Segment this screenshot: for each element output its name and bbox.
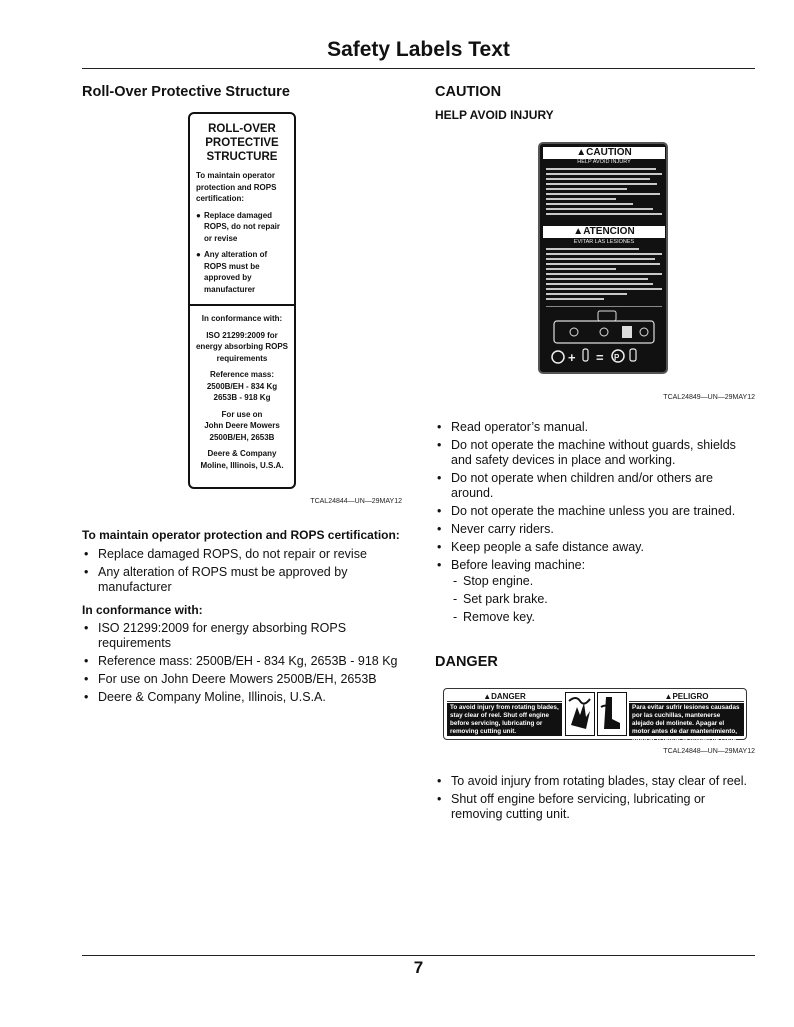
danger-heading: DANGER xyxy=(435,654,498,670)
rops-label-bullet: ● Replace damaged ROPS, do not repair or revise xyxy=(196,210,288,245)
list-item: • ISO 21299:2009 for energy absorbing ROPS requirements xyxy=(82,621,412,651)
caution-list xyxy=(435,420,757,628)
caution-safety-decal xyxy=(538,142,668,374)
rops-label-mass-1: 2500B/EH - 834 Kg xyxy=(206,381,278,391)
list-item: • Read operator’s manual. xyxy=(435,420,757,435)
rotating-blade-foot-icon xyxy=(597,692,627,736)
rops-label-conformance: In conformance with: xyxy=(201,314,283,323)
sublist-item: - Stop engine. xyxy=(451,574,757,589)
list-item: • Keep people a safe distance away. xyxy=(435,540,757,555)
rops-label-title-line: STRUCTURE xyxy=(206,151,278,163)
decal-icon-panel xyxy=(546,306,662,369)
footer-divider xyxy=(82,955,755,956)
list-item: • Never carry riders. xyxy=(435,522,757,537)
danger-list xyxy=(435,774,757,825)
rops-label-caption: TCAL24844—UN—29MAY12 xyxy=(310,498,402,505)
decal-english-text xyxy=(546,168,662,218)
list-item: • Shut off engine before servicing, lubricating or removing cutting unit. xyxy=(435,792,757,822)
sublist-item: - Remove key. xyxy=(451,610,757,625)
rops-label-bottom-panel xyxy=(190,309,294,476)
decal-spanish-text xyxy=(546,248,662,303)
rops-label-company: Deere & Company xyxy=(207,449,277,458)
list-item: • Deere & Company Moline, Illinois, U.S.A. xyxy=(82,690,412,705)
rops-label-mass-2: 2653B - 918 Kg xyxy=(213,393,271,402)
list-item: • Any alteration of ROPS must be approved by manufacturer xyxy=(82,565,412,595)
rops-subheading-conformance: In conformance with: xyxy=(82,603,203,617)
decal-caution-title: ▲CAUTION xyxy=(543,147,665,159)
before-leaving-sublist xyxy=(451,574,757,625)
rops-text-block xyxy=(82,528,412,708)
sublist-item: - Set park brake. xyxy=(451,592,757,607)
list-item: • Do not operate the machine without guards, shields and safety devices in place and working. xyxy=(435,438,757,468)
rops-label-mass-heading: Reference mass: xyxy=(209,370,275,379)
danger-safety-decal xyxy=(443,688,747,743)
rops-label-use-heading: For use on xyxy=(221,409,263,419)
svg-text:+: + xyxy=(568,350,576,365)
list-item: • To avoid injury from rotating blades, stay clear of reel. xyxy=(435,774,757,789)
list-item: • Do not operate when children and/or others are around. xyxy=(435,471,757,501)
rops-safety-label xyxy=(188,112,296,489)
rops-label-top-panel xyxy=(190,114,294,306)
decal-caution-subtitle: HELP AVOID INJURY xyxy=(577,159,631,165)
page-number: 7 xyxy=(413,958,424,977)
decal-atencion-subtitle: EVITAR LAS LESIONES xyxy=(573,239,635,245)
list-item xyxy=(435,558,757,625)
danger-decal-en-title: ▲DANGER xyxy=(447,692,562,702)
rops-label-use-text: John Deere Mowers 2500B/EH, 2653B xyxy=(204,421,280,442)
svg-text:P: P xyxy=(614,353,620,362)
rops-label-bullet: ● Any alteration of ROPS must be approved by manufacturer xyxy=(196,249,288,295)
rops-label-bullet-text: Replace damaged ROPS, do not repair or revise xyxy=(204,210,281,243)
rops-label-iso: ISO 21299:2009 for energy absorbing ROPS requirements xyxy=(195,330,289,363)
rotating-blade-hand-icon xyxy=(565,692,595,736)
rops-label-title xyxy=(190,122,294,164)
rops-label-title-line: ROLL-OVER xyxy=(208,123,276,135)
caution-heading: CAUTION xyxy=(435,84,502,100)
header-divider xyxy=(82,68,755,69)
rops-conformance-list xyxy=(82,621,412,705)
rops-subheading-maintain: To maintain operator protection and ROPS certification: xyxy=(82,528,400,542)
caution-decal-caption: TCAL24849—UN—29MAY12 xyxy=(663,394,755,401)
rops-label-body xyxy=(190,170,294,295)
rops-label-bullet-text: Any alteration of ROPS must be approved by manufacturer xyxy=(204,250,268,294)
danger-decal-en-text: To avoid injury from rotating blades, stay clear of reel. Shut off engine before servicing, lubricating or removing cutting unit. xyxy=(447,703,562,736)
rops-label-title-line: PROTECTIVE xyxy=(205,137,279,149)
rops-maintain-list xyxy=(82,547,412,595)
caution-subheading: HELP AVOID INJURY xyxy=(435,108,554,122)
list-item: • Do not operate the machine unless you are trained. xyxy=(435,504,757,519)
rops-label-location: Moline, Illinois, U.S.A. xyxy=(200,460,284,470)
rops-label-intro: To maintain operator protection and ROPS certification: xyxy=(196,171,277,203)
svg-text:=: = xyxy=(596,350,604,365)
list-item: • For use on John Deere Mowers 2500B/EH, 2653B xyxy=(82,672,412,687)
danger-decal-es-title: ▲PELIGRO xyxy=(629,692,744,702)
rops-heading: Roll-Over Protective Structure xyxy=(82,84,290,100)
list-item-text: Before leaving machine: xyxy=(451,558,586,572)
decal-atencion-title: ▲ATENCION xyxy=(543,226,665,238)
page-title: Safety Labels Text xyxy=(327,38,510,61)
list-item: • Replace damaged ROPS, do not repair or revise xyxy=(82,547,412,562)
danger-decal-es-text: Para evitar sufrir lesiones causadas por las cuchillas, mantenerse alejado del molinete. Apagar el motor antes de dar mantenimiento, lubricar o retirar la unidad de corte. xyxy=(629,703,744,736)
danger-decal-caption: TCAL24848—UN—29MAY12 xyxy=(663,748,755,755)
decal-pictogram-icon xyxy=(546,307,662,369)
list-item: • Reference mass: 2500B/EH - 834 Kg, 2653B - 918 Kg xyxy=(82,654,412,669)
